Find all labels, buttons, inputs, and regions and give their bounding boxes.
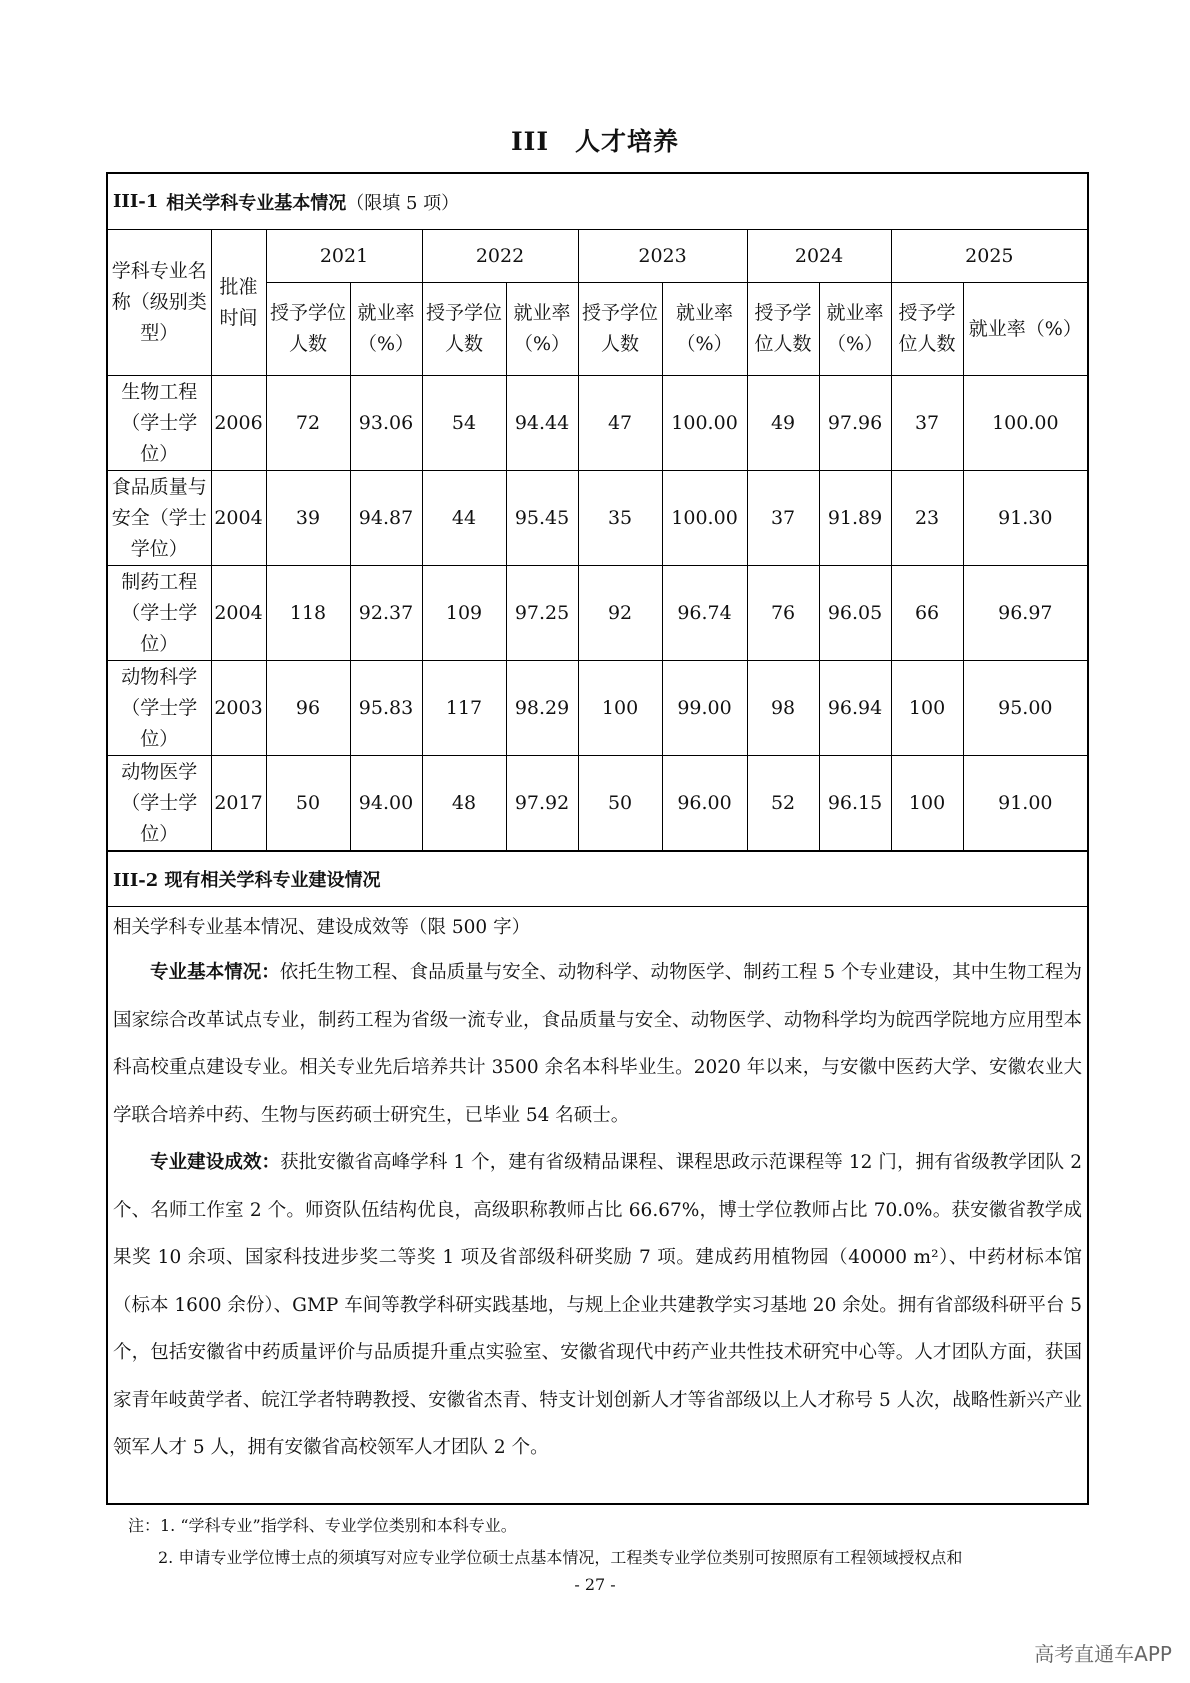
cell-value: 97.96 bbox=[819, 376, 891, 471]
section2-body bbox=[108, 907, 1087, 1472]
cell-value: 94.00 bbox=[350, 756, 422, 852]
cell-major-name: 制药工程（学士学位） bbox=[108, 566, 211, 661]
form-frame bbox=[106, 172, 1089, 1505]
cell-value: 72 bbox=[266, 376, 350, 471]
major-table bbox=[108, 230, 1087, 852]
cell-value: 37 bbox=[891, 376, 963, 471]
section1-title: 相关学科专业基本情况 bbox=[166, 192, 347, 214]
cell-value: 98 bbox=[747, 661, 819, 756]
col-header-date: 批准时间 bbox=[211, 230, 266, 376]
cell-value: 50 bbox=[578, 756, 662, 852]
cell-value: 100 bbox=[891, 661, 963, 756]
sub-header-rate: 就业率（%） bbox=[819, 283, 891, 376]
cell-value: 94.44 bbox=[506, 376, 578, 471]
paragraph-text: 获批安徽省高峰学科 1 个，建有省级精品课程、课程思政示范课程等 12 门，拥有省级教学团队 2 个、名师工作室 2 个。师资队伍结构优良，高级职称教师占比 66.67%，博士学位教师占比 70.0%。获安徽省教学成果奖 10 余项、国家科技进步奖二等奖 1 项及省部级科研奖励 7 项。建成药用植物园（40000 m²）、中药材标本馆（标本 1600 余份）、GMP 车间等教学科研实践基地，与规上企业共建教学实习基地 20 余处。拥有省部级科研平台 5 个，包括安徽省中药质量评价与品质提升重点实验室、安徽省现代中药产业共性技术研究中心等。人才团队方面，获国家青年岐黄学者、皖江学者特聘教授、安徽省杰青、特支计划创新人才等省部级以上人才称号 5 人次，战略性新兴产业领军人才 5 人，拥有安徽省高校领军人才团队 2 个。 bbox=[113, 1152, 1082, 1458]
paragraph-achievements bbox=[113, 1139, 1082, 1472]
table-row bbox=[108, 756, 1087, 852]
footnotes bbox=[128, 1510, 1088, 1574]
cell-value: 96.74 bbox=[662, 566, 747, 661]
sub-header-degree: 授予学位人数 bbox=[578, 283, 662, 376]
year-header: 2022 bbox=[422, 230, 578, 283]
cell-value: 54 bbox=[422, 376, 506, 471]
sub-header-rate: 就业率（%） bbox=[963, 283, 1087, 376]
cell-value: 97.92 bbox=[506, 756, 578, 852]
cell-value: 93.06 bbox=[350, 376, 422, 471]
cell-value: 91.00 bbox=[963, 756, 1087, 852]
section1-hint: （限填 5 项） bbox=[346, 192, 460, 214]
sub-header-degree: 授予学位人数 bbox=[891, 283, 963, 376]
cell-value: 96.97 bbox=[963, 566, 1087, 661]
cell-value: 100.00 bbox=[963, 376, 1087, 471]
cell-value: 96 bbox=[266, 661, 350, 756]
cell-value: 98.29 bbox=[506, 661, 578, 756]
cell-major-name: 生物工程（学士学位） bbox=[108, 376, 211, 471]
cell-approval-year: 2003 bbox=[211, 661, 266, 756]
cell-value: 44 bbox=[422, 471, 506, 566]
cell-major-name: 食品质量与安全（学士学位） bbox=[108, 471, 211, 566]
cell-value: 118 bbox=[266, 566, 350, 661]
cell-value: 37 bbox=[747, 471, 819, 566]
cell-value: 100.00 bbox=[662, 471, 747, 566]
cell-approval-year: 2006 bbox=[211, 376, 266, 471]
sub-header-rate: 就业率（%） bbox=[506, 283, 578, 376]
cell-value: 76 bbox=[747, 566, 819, 661]
sub-header-degree: 授予学位人数 bbox=[747, 283, 819, 376]
section2-hint: 相关学科专业基本情况、建设成效等（限 500 字） bbox=[113, 917, 531, 938]
paragraph-lead: 专业建设成效： bbox=[150, 1152, 281, 1173]
section2-header: III-2 现有相关学科专业建设情况 bbox=[108, 852, 1087, 907]
cell-value: 94.87 bbox=[350, 471, 422, 566]
year-header: 2023 bbox=[578, 230, 747, 283]
cell-value: 92 bbox=[578, 566, 662, 661]
section1-code: III-1 bbox=[113, 191, 159, 212]
watermark: 高考直通车APP bbox=[1034, 1642, 1172, 1666]
cell-value: 100.00 bbox=[662, 376, 747, 471]
cell-value: 95.45 bbox=[506, 471, 578, 566]
cell-value: 96.94 bbox=[819, 661, 891, 756]
cell-value: 48 bbox=[422, 756, 506, 852]
cell-value: 92.37 bbox=[350, 566, 422, 661]
table-row bbox=[108, 471, 1087, 566]
table-row bbox=[108, 661, 1087, 756]
sub-header-degree: 授予学位人数 bbox=[266, 283, 350, 376]
section1-header bbox=[108, 174, 1087, 230]
sub-header-degree: 授予学位人数 bbox=[422, 283, 506, 376]
page-title: III 人才培养 bbox=[510, 127, 680, 156]
cell-value: 96.05 bbox=[819, 566, 891, 661]
table-row bbox=[108, 376, 1087, 471]
year-header: 2021 bbox=[266, 230, 422, 283]
cell-value: 91.30 bbox=[963, 471, 1087, 566]
cell-value: 50 bbox=[266, 756, 350, 852]
cell-value: 99.00 bbox=[662, 661, 747, 756]
cell-value: 97.25 bbox=[506, 566, 578, 661]
cell-value: 39 bbox=[266, 471, 350, 566]
cell-value: 95.83 bbox=[350, 661, 422, 756]
footnote-2: 2. 申请专业学位博士点的须填写对应专业学位硕士点基本情况，工程类专业学位类别可按照原有工程领域授权点和 bbox=[158, 1548, 963, 1567]
cell-value: 23 bbox=[891, 471, 963, 566]
paragraph-basic-info bbox=[113, 949, 1082, 1139]
paragraph-lead: 专业基本情况： bbox=[150, 962, 280, 983]
year-header: 2025 bbox=[891, 230, 1087, 283]
year-header: 2024 bbox=[747, 230, 891, 283]
cell-value: 117 bbox=[422, 661, 506, 756]
cell-value: 96.00 bbox=[662, 756, 747, 852]
footnote-1: 注：1. “学科专业”指学科、专业学位类别和本科专业。 bbox=[128, 1516, 517, 1535]
cell-approval-year: 2004 bbox=[211, 471, 266, 566]
cell-value: 47 bbox=[578, 376, 662, 471]
cell-value: 100 bbox=[891, 756, 963, 852]
cell-value: 49 bbox=[747, 376, 819, 471]
cell-major-name: 动物医学（学士学位） bbox=[108, 756, 211, 852]
table-row bbox=[108, 566, 1087, 661]
cell-value: 96.15 bbox=[819, 756, 891, 852]
cell-value: 109 bbox=[422, 566, 506, 661]
page-number: - 27 - bbox=[574, 1575, 616, 1594]
sub-header-rate: 就业率（%） bbox=[350, 283, 422, 376]
cell-value: 95.00 bbox=[963, 661, 1087, 756]
cell-approval-year: 2004 bbox=[211, 566, 266, 661]
col-header-name: 学科专业名称（级别类型） bbox=[108, 230, 211, 376]
cell-value: 66 bbox=[891, 566, 963, 661]
cell-approval-year: 2017 bbox=[211, 756, 266, 852]
cell-value: 91.89 bbox=[819, 471, 891, 566]
paragraph-text: 依托生物工程、食品质量与安全、动物科学、动物医学、制药工程 5 个专业建设，其中生物工程为国家综合改革试点专业，制药工程为省级一流专业，食品质量与安全、动物医学、动物科学均为皖西学院地方应用型本科高校重点建设专业。相关专业先后培养共计 3500 余名本科毕业生。2020 年以来，与安徽中医药大学、安徽农业大学联合培养中药、生物与医药硕士研究生，已毕业 54 名硕士。 bbox=[113, 962, 1082, 1126]
cell-major-name: 动物科学（学士学位） bbox=[108, 661, 211, 756]
cell-value: 35 bbox=[578, 471, 662, 566]
cell-value: 100 bbox=[578, 661, 662, 756]
cell-value: 52 bbox=[747, 756, 819, 852]
sub-header-rate: 就业率（%） bbox=[662, 283, 747, 376]
